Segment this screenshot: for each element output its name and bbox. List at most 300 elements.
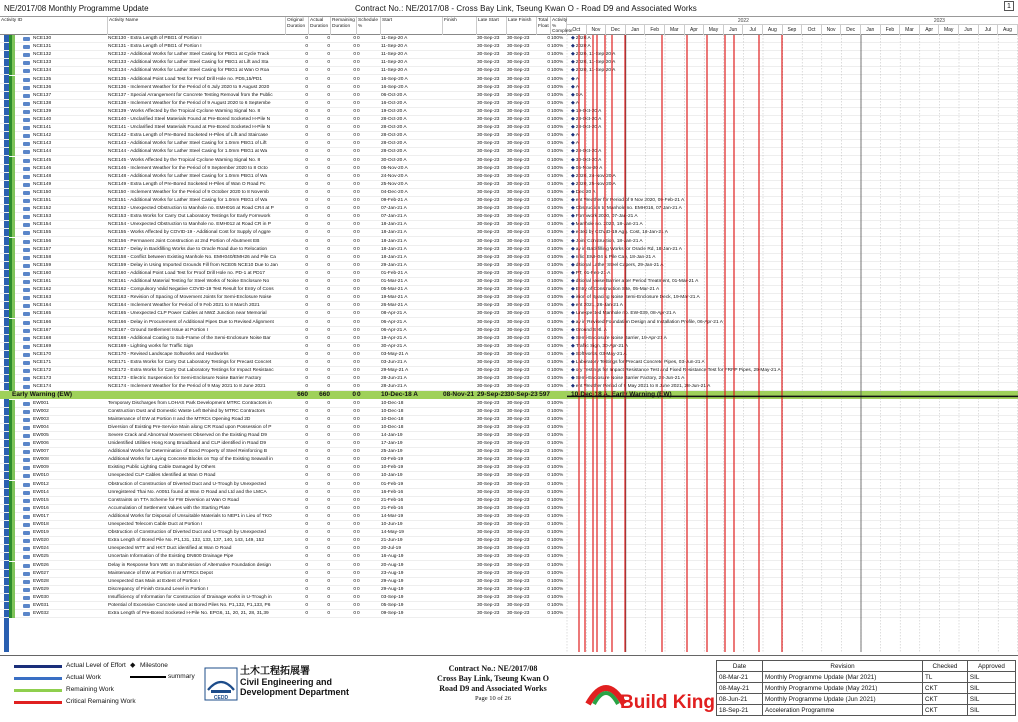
table-row[interactable] [0, 116, 1018, 124]
cell-fi [443, 59, 477, 67]
table-row[interactable] [0, 521, 1018, 529]
cell-st: 25-Nov-20 A [381, 181, 408, 187]
table-row[interactable] [0, 294, 1018, 302]
cell-r: 0 [353, 489, 356, 495]
table-row[interactable] [0, 529, 1018, 537]
table-row[interactable] [0, 327, 1018, 335]
table-row[interactable] [0, 505, 1018, 513]
table-row[interactable] [0, 140, 1018, 148]
table-row[interactable] [0, 343, 1018, 351]
table-row[interactable] [0, 229, 1018, 237]
cell-lf: 30-Sep-23 [507, 578, 530, 584]
cell-pc: 100% [551, 538, 564, 544]
timeline-month: Oct [802, 25, 822, 35]
legend-milestone: Milestone [140, 662, 168, 669]
table-row[interactable] [0, 148, 1018, 156]
timeline-month: Dec [841, 25, 861, 35]
table-row[interactable] [0, 205, 1018, 213]
table-row[interactable] [0, 602, 1018, 610]
cell-r: 0 [353, 262, 356, 268]
table-row[interactable] [0, 472, 1018, 480]
cell-ls: 30-Sep-23 [477, 513, 500, 519]
table-row[interactable] [0, 84, 1018, 92]
cell-o: 0 [305, 554, 308, 560]
cell-pc: 100% [551, 449, 564, 455]
cell-ls: 30-Sep-23 [477, 254, 500, 260]
table-row[interactable] [0, 400, 1018, 408]
wbs-indent-bar [12, 570, 15, 578]
activity-icon [23, 345, 30, 349]
cell-pc: 100% [551, 441, 564, 446]
cell-st: 10-Dec-18 [381, 416, 404, 422]
cell-lf: 30-Sep-23 [507, 214, 530, 220]
cell-ls: 30-Sep-23 [477, 489, 500, 495]
cell-fi [443, 367, 477, 375]
cell-lf: 30-Sep-23 [507, 311, 530, 317]
activity-icon [23, 61, 30, 65]
cell-o: 0 [305, 287, 308, 293]
wbs-indent-bar [12, 481, 15, 489]
cell-name: NCE131 - Extra Length of PBG1 of Portion I [108, 44, 202, 50]
cell-ls: 30-Sep-23 [477, 611, 500, 617]
cell-tf: 0 [547, 68, 550, 74]
table-row[interactable] [0, 51, 1018, 59]
cell-a: 0 [327, 343, 330, 349]
cell-name: NCE174 - Inclement Weather for the Period of 9 May 2021 to 8 June 2021 [108, 384, 266, 390]
table-row[interactable] [0, 610, 1018, 618]
cell-name: Delay in Response from WE on Submission of Alternative Foundation design [108, 562, 271, 568]
table-row[interactable] [0, 416, 1018, 424]
cell-fi [443, 270, 477, 278]
milestone-icon: ◆ [571, 238, 575, 244]
cell-id: NCE173 [33, 376, 52, 382]
cell-a: 0 [327, 586, 330, 592]
cell-lf: 30-Sep-23 [507, 432, 530, 438]
wbs-indent-bar [12, 84, 15, 92]
cell-s: 0 [357, 489, 360, 495]
cell-st: 06-Oct-20 A [381, 92, 407, 98]
cell-a: 0 [327, 157, 330, 163]
table-row[interactable] [0, 92, 1018, 100]
cell-name: NCE155 - Works Affected by COVID-19 - Additional Cost for Supply of Aggre [108, 230, 271, 236]
cell-a: 0 [327, 562, 330, 568]
cell-lf: 30-Sep-23 [507, 424, 530, 430]
wbs-indent-bar [12, 181, 15, 189]
cell-lf: 30-Sep-23 [507, 254, 530, 260]
cell-r: 0 [353, 108, 356, 114]
cell-o: 0 [305, 108, 308, 114]
cell-st: 28-Oct-20 A [381, 149, 407, 155]
cell-lf: 30-Sep-23 [507, 206, 530, 212]
wbs-indent-bar [12, 254, 15, 262]
cell-s: 0 [357, 222, 360, 228]
activity-icon [23, 264, 30, 268]
cell-r: 0 [353, 368, 356, 374]
cell-r: 0 [353, 497, 356, 503]
cell-name: Extra Length of Pre-Bored Socketed H-Pile No. EPG6, 11, 20, 21, 28, 31,39 [108, 611, 269, 617]
cell-lf: 30-Sep-23 [507, 230, 530, 236]
cell-r: 0 [353, 198, 356, 203]
col-finish[interactable]: Finish [443, 17, 477, 35]
cell-lf: 30-Sep-23 [507, 343, 530, 349]
cell-pc: 100% [551, 60, 564, 66]
cell-o: 0 [305, 376, 308, 382]
cell-st: 26-Mar-21 A [381, 303, 408, 309]
table-row[interactable] [0, 570, 1018, 578]
wbs-indent-bar [12, 545, 15, 553]
cell-lf: 30-Sep-23 [507, 416, 530, 422]
cell-s: 0 [357, 198, 360, 203]
timeline-month: May [704, 25, 724, 35]
cell-ls: 30-Sep-23 [477, 100, 500, 106]
cell-name: NCE150 - Inclement Weather for the Period of 9 October 2020 to 8 Novemb [108, 189, 269, 195]
cell-r: 0 [353, 408, 356, 414]
activity-icon [23, 183, 30, 187]
table-row[interactable] [0, 481, 1018, 489]
table-row[interactable] [0, 181, 1018, 189]
cell-a: 0 [327, 335, 330, 341]
cell-o: 0 [305, 254, 308, 260]
cell-id: NCE159 [33, 262, 52, 268]
cell-s: 0 [357, 238, 360, 244]
cell-lf: 30-Sep-23 [507, 611, 530, 617]
cell-s: 0 [357, 538, 360, 544]
cell-tf: 0 [547, 133, 550, 139]
table-row[interactable] [0, 165, 1018, 173]
cell-s: 0 [357, 100, 360, 106]
table-row[interactable] [0, 189, 1018, 197]
cell-name: NCE159 - Delay in Using Imported Grounds Fill from NCE05 NCE10 Due to Jan [108, 262, 278, 268]
milestone-icon: ◆ [571, 189, 575, 195]
cell-o: 0 [305, 149, 308, 155]
group-row[interactable] [0, 391, 1018, 399]
cell-s: 0 [357, 287, 360, 293]
cell-lf: 30-Sep-23 [507, 238, 530, 244]
table-row[interactable] [0, 578, 1018, 586]
col-actual-dur[interactable]: Actual Duration [309, 17, 331, 35]
milestone-icon: ◆ [571, 68, 575, 74]
cell-a: 0 [327, 578, 330, 584]
cell-a: 0 [327, 424, 330, 430]
cell-s: 0 [357, 505, 360, 511]
table-row[interactable] [0, 448, 1018, 456]
table-row[interactable] [0, 545, 1018, 553]
cell-o: 0 [305, 141, 308, 147]
col-activity-name[interactable]: Activity Name [108, 17, 286, 35]
cell-name: NCE169 - Lighting works for Traffic Sign [108, 343, 194, 349]
cell-lf: 30-Sep-23 [507, 554, 530, 560]
table-row[interactable] [0, 310, 1018, 318]
cell-lf: 30-Sep-23 [507, 189, 530, 195]
table-row[interactable] [0, 359, 1018, 367]
cell-tf: 0 [547, 295, 550, 301]
cell-r: 0 [352, 391, 356, 399]
cell-a: 0 [327, 92, 330, 98]
cell-s: 0 [357, 157, 360, 163]
table-row[interactable] [0, 262, 1018, 270]
table-row[interactable] [0, 489, 1018, 497]
cell-pc: 100% [551, 497, 564, 503]
cell-id: NCE133 [33, 60, 52, 66]
cell-o: 0 [305, 279, 308, 284]
cell-r: 0 [353, 295, 356, 301]
table-row[interactable] [0, 254, 1018, 262]
cell-fi [443, 213, 477, 221]
revision-cell: Monthly Programme Update (Mar 2021) [763, 672, 923, 683]
cell-s: 0 [357, 44, 360, 50]
cell-st: 10-Jun-19 [381, 522, 403, 527]
activity-icon [23, 410, 30, 414]
cell-id: EW006 [33, 441, 49, 446]
cell-ls: 30-Sep-23 [477, 384, 500, 390]
cell-o: 0 [305, 489, 308, 495]
cell-a: 0 [327, 44, 330, 50]
table-row[interactable] [0, 108, 1018, 116]
cell-o: 0 [305, 230, 308, 236]
cell-ls: 30-Sep-23 [477, 441, 500, 446]
cell-o: 0 [305, 603, 308, 608]
activity-icon [23, 142, 30, 146]
cell-o: 0 [305, 481, 308, 487]
table-row[interactable] [0, 76, 1018, 84]
table-row[interactable] [0, 221, 1018, 229]
wbs-indent-bar [12, 35, 15, 43]
legend-remaining-swatch [14, 689, 62, 692]
table-row[interactable] [0, 553, 1018, 561]
table-row[interactable] [0, 375, 1018, 383]
cell-name: NCE162 - Compulsory Valid Negative COVID-19 Test Result for Entry of Cons [108, 287, 274, 293]
revision-cell: SIL [967, 694, 1015, 705]
cell-ls: 30-Sep-23 [477, 327, 500, 333]
table-row[interactable] [0, 464, 1018, 472]
col-activity-id[interactable]: Activity ID [0, 17, 108, 35]
cell-pc: 100% [551, 262, 564, 268]
gantt-bar-label: ◆05-Nov-20 A [571, 165, 603, 171]
cell-lf: 30-Sep-23 [507, 262, 530, 268]
revision-cell: Checked [923, 661, 968, 672]
cell-name: NCE141 - Unclarified Steel Materials Found at Pre-Bored Socketed H-Pile N [108, 125, 271, 131]
cell-r: 0 [353, 513, 356, 519]
cell-s: 0 [357, 530, 360, 536]
cell-tf: 0 [547, 165, 550, 171]
cell-tf: 0 [547, 262, 550, 268]
activity-icon [23, 45, 30, 49]
cell-o: 0 [305, 562, 308, 568]
cell-s: 0 [357, 92, 360, 98]
wbs-indent-bar [12, 375, 15, 383]
col-late-start[interactable]: Late Start [477, 17, 507, 35]
cell-fi [443, 173, 477, 181]
cell-a: 0 [327, 408, 330, 414]
cell-a: 0 [327, 513, 330, 519]
table-row[interactable] [0, 456, 1018, 464]
table-row[interactable] [0, 100, 1018, 108]
revision-cell: SIL [967, 683, 1015, 694]
table-row[interactable] [0, 440, 1018, 448]
table-row[interactable] [0, 319, 1018, 327]
cell-name: Unexpected Gas Main at Extent of Portion I [108, 578, 201, 584]
wbs-indent-bar [12, 165, 15, 173]
gantt-bar-label: ◆30-Oct-20 A [571, 157, 602, 163]
cell-s: 0 [357, 52, 360, 58]
cell-o: 0 [305, 424, 308, 430]
table-row[interactable] [0, 497, 1018, 505]
cell-st: 19-Apr-21 A [381, 335, 407, 341]
table-row[interactable] [0, 351, 1018, 359]
table-row[interactable] [0, 35, 1018, 43]
cell-tf: 0 [547, 246, 550, 252]
col-remaining-dur[interactable]: Remaining Duration [331, 17, 357, 35]
cell-o: 0 [305, 222, 308, 228]
gantt-bar-label: ◆A [571, 84, 579, 90]
cell-r: 0 [353, 554, 356, 560]
cell-st: 11-Sep-20 A [381, 44, 408, 50]
cell-r: 0 [353, 441, 356, 446]
cell-id: EW024 [33, 546, 49, 552]
cell-fi [443, 67, 477, 75]
table-row[interactable] [0, 408, 1018, 416]
cell-id: NCE162 [33, 287, 52, 293]
cell-a: 0 [327, 52, 330, 58]
cell-ls: 30-Sep-23 [477, 246, 500, 252]
table-row[interactable] [0, 432, 1018, 440]
cell-o: 0 [305, 432, 308, 438]
cell-fi [443, 124, 477, 132]
table-row[interactable] [0, 124, 1018, 132]
table-row[interactable] [0, 513, 1018, 521]
cell-fi [443, 181, 477, 189]
cell-lf: 30-Sep-23 [507, 481, 530, 487]
milestone-icon: ◆ [571, 351, 575, 357]
cell-id: NCE157 [33, 246, 52, 252]
cell-fi [443, 513, 477, 521]
table-row[interactable] [0, 197, 1018, 205]
cell-pc: 100% [551, 376, 564, 382]
col-activity-pct[interactable]: Activity % Complete [552, 18, 573, 34]
col-orig-dur[interactable]: Original Duration [286, 17, 309, 35]
table-row[interactable] [0, 173, 1018, 181]
cell-ls: 30-Sep-23 [477, 319, 500, 325]
cell-ls: 30-Sep-23 [477, 408, 500, 414]
cell-id: EW028 [33, 578, 49, 584]
cell-st: 16-Aug-19 [381, 554, 404, 560]
table-row[interactable] [0, 286, 1018, 294]
cell-id: NCE148 [33, 173, 52, 179]
col-total-float[interactable]: Total Float [537, 17, 551, 35]
cell-r: 0 [353, 594, 356, 600]
cell-s: 0 [357, 262, 360, 268]
cell-ls: 30-Sep-23 [477, 279, 500, 284]
wbs-indent-bar [12, 205, 15, 213]
table-row[interactable] [0, 157, 1018, 165]
table-row[interactable] [0, 59, 1018, 67]
cell-ls: 30-Sep-23 [477, 36, 500, 41]
activity-icon [23, 507, 30, 511]
cell-ls: 30-Sep-23 [477, 125, 500, 131]
activity-icon [23, 167, 30, 171]
table-row[interactable] [0, 67, 1018, 75]
cell-s: 0 [357, 149, 360, 155]
cell-pc: 100% [551, 489, 564, 495]
gantt-bar-label: ◆Dec-20 A [571, 189, 596, 195]
cell-ls: 30-Sep-23 [477, 424, 500, 430]
table-row[interactable] [0, 383, 1018, 391]
wbs-indent-bar [12, 359, 15, 367]
cell-fi [443, 108, 477, 116]
table-row[interactable] [0, 424, 1018, 432]
table-row[interactable] [0, 278, 1018, 286]
activity-icon [23, 580, 30, 584]
cell-a: 0 [327, 270, 330, 276]
cell-pc: 100% [551, 465, 564, 471]
col-late-finish[interactable]: Late Finish [507, 17, 537, 35]
milestone-icon: ◆ [571, 230, 575, 236]
col-start[interactable]: Start [381, 17, 443, 35]
gantt-bar-label: ◆PT, 01-Feb-21 A [571, 270, 611, 276]
table-row[interactable] [0, 562, 1018, 570]
table-row[interactable] [0, 213, 1018, 221]
table-row[interactable] [0, 367, 1018, 375]
cell-name: NCE146 - Inclement Weather for the Period of 9 September 2020 to 8 Octo [108, 165, 268, 171]
cell-o: 0 [305, 408, 308, 414]
cell-name: NCE137 - Special Arrangement for Concrete Testing Removal from the Public [108, 92, 273, 98]
col-schedule-pct[interactable]: Schedule % [357, 17, 381, 35]
cell-fi [443, 594, 477, 602]
table-row[interactable] [0, 302, 1018, 310]
cell-a: 0 [327, 376, 330, 382]
table-row[interactable] [0, 238, 1018, 246]
table-row[interactable] [0, 246, 1018, 254]
cell-s: 0 [357, 254, 360, 260]
table-row[interactable] [0, 594, 1018, 602]
gantt-bar-label: ◆Semi-Enclosure Noise Barrier, 19-Apr-21 A [571, 335, 667, 341]
cell-id: EW004 [33, 424, 49, 430]
cell-name: Obstruction of Construction of Diverted Duct and U-Trough by Unexpected [108, 481, 266, 487]
cell-pc: 100% [551, 270, 564, 276]
revision-cell: TL [923, 672, 968, 683]
activity-icon [23, 223, 30, 227]
cell-pc [551, 391, 567, 399]
activity-icon [23, 377, 30, 381]
cell-name: NCE133 - Additional Works for Lather Steel Casing for PBG1 at Lift and Sta [108, 60, 269, 66]
cell-lf: 30-Sep-23 [507, 246, 530, 252]
cell-o: 0 [305, 594, 308, 600]
table-row[interactable] [0, 586, 1018, 594]
cell-tf: 0 [547, 457, 550, 463]
timeline-month: Aug [998, 25, 1018, 35]
cell-id: NCE158 [33, 254, 52, 260]
cell-id: NCE155 [33, 230, 52, 236]
cell-o: 0 [305, 262, 308, 268]
cell-o: 0 [305, 505, 308, 511]
table-row[interactable] [0, 132, 1018, 140]
cell-o: 0 [305, 400, 308, 406]
table-row[interactable] [0, 270, 1018, 278]
cell-tf: 0 [547, 84, 550, 90]
cell-st: 29-Aug-19 [381, 578, 404, 584]
table-row[interactable] [0, 335, 1018, 343]
cell-fi [443, 157, 477, 165]
cell-st: 01-Mar-21 A [381, 279, 408, 284]
wbs-indent-bar [12, 108, 15, 116]
cell-ls: 30-Sep-23 [477, 562, 500, 568]
cell-ls: 30-Sep-23 [477, 181, 500, 187]
cell-st: 30-Apr-21 A [381, 343, 407, 349]
table-row[interactable] [0, 537, 1018, 545]
cell-r: 0 [353, 287, 356, 293]
cell-name: NCE173 - Electric Suspension for Semi-Enclosure Noise Barrier Factory [108, 376, 262, 382]
table-row[interactable] [0, 43, 1018, 51]
